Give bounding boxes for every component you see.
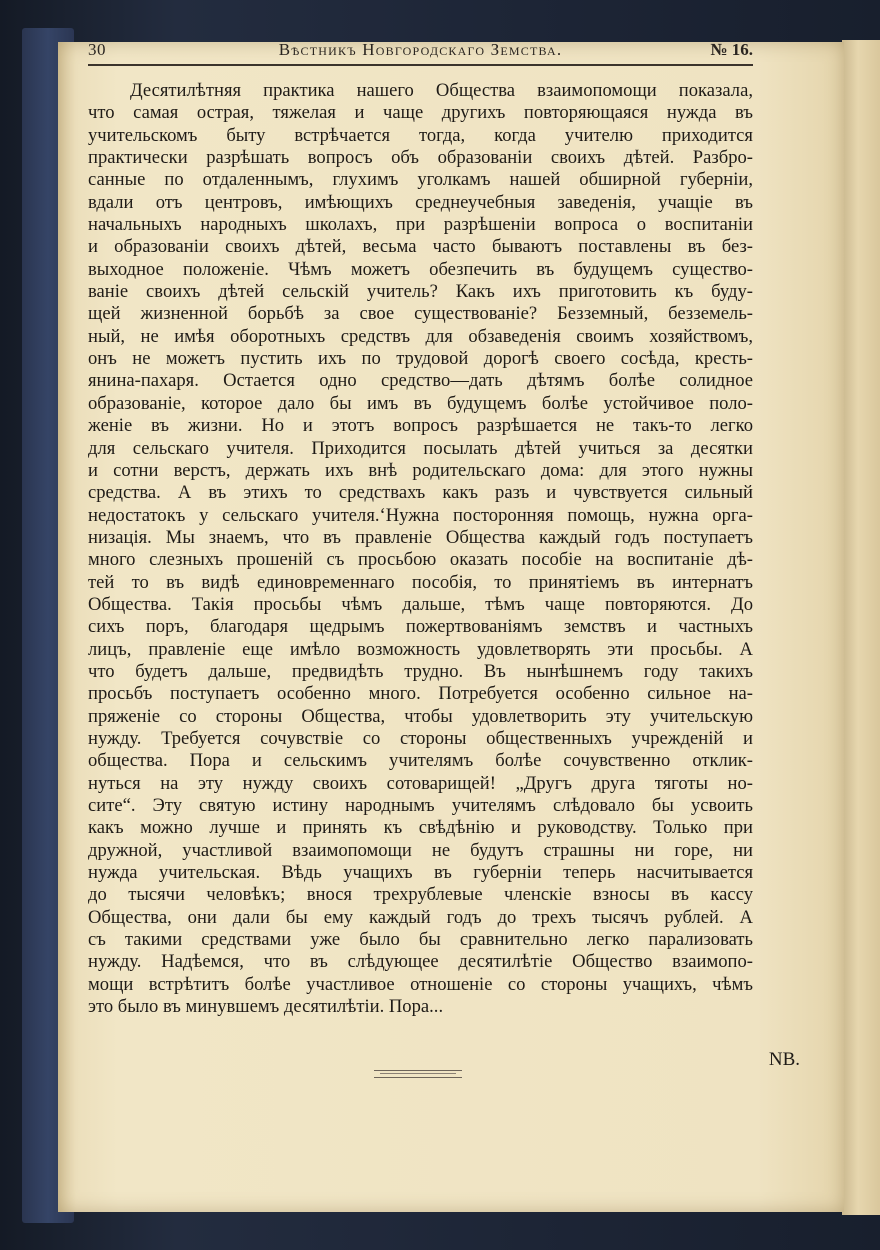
text-line: пряженіе со стороны Общества, чтобы удовлетворить эту учительскую bbox=[88, 705, 753, 727]
text-line: вдали отъ центровъ, имѣющихъ среднеучебныя заведенія, учащіе въ bbox=[88, 191, 753, 213]
issue-number: № 16. bbox=[710, 40, 753, 59]
text-line: просьбъ поступаетъ особенно много. Потребуется особенно сильное на- bbox=[88, 683, 753, 705]
text-line: выходное положеніе. Чѣмъ можетъ обезпечить въ будущемъ существо- bbox=[88, 258, 753, 280]
text-line: практически разрѣшать вопросъ объ образованіи своихъ дѣтей. Разбро- bbox=[88, 147, 753, 169]
text-line: нужду. Требуется сочувствіе со стороны общественныхъ учрежденій и bbox=[88, 727, 753, 749]
text-line: сите“. Эту святую истину народнымъ учителямъ слѣдовало бы усвоить bbox=[88, 795, 753, 816]
text-line: Десятилѣтняя практика нашего Общества взаимопомощи показала, bbox=[130, 80, 753, 101]
text-line: съ такими средствами уже было бы сравнительно легко парализовать bbox=[88, 929, 753, 951]
text-line: какъ можно лучше и принять къ свѣдѣнію и руководству. Только при bbox=[88, 817, 753, 839]
text-line: для сельскаго учителя. Приходится посылать дѣтей учиться за десятки bbox=[88, 437, 753, 459]
text-line: ваніе своихъ дѣтей сельскій учитель? Какъ ихъ приготовить къ буду- bbox=[88, 281, 753, 303]
text-line: сихъ поръ, благодаря щедрымъ пожертвованіямъ земствъ и частныхъ bbox=[88, 616, 753, 638]
closing-ornament-rule bbox=[374, 1070, 462, 1078]
text-line: общества. Пора и сельскимъ учителямъ болѣе сочувственно отклик- bbox=[88, 750, 753, 772]
text-line: ный, не имѣя оборотныхъ средствъ для обзаведенія своимъ хозяйствомъ, bbox=[88, 325, 753, 347]
header-rule bbox=[88, 64, 753, 66]
text-line: начальныхъ народныхъ школахъ, при разрѣшеніи вопроса о воспитаніи bbox=[88, 214, 753, 236]
text-line: недостатокъ у сельскаго учителя.‘Нужна посторонняя помощь, нужна орга- bbox=[88, 504, 753, 526]
adjacent-page-edge bbox=[842, 40, 880, 1215]
text-line: и сотни верстъ, держать ихъ внѣ родительскаго дома: для этого нужны bbox=[88, 459, 753, 481]
text-line: что самая острая, тяжелая и чаще другихъ повторяющаяся нужда въ bbox=[88, 102, 753, 124]
text-line: и образованіи своихъ дѣтей, весьма часто бываютъ поставлены въ без- bbox=[88, 236, 753, 258]
running-header bbox=[88, 40, 753, 66]
text-line: янина-пахаря. Остается одно средство—дать дѣтямъ болѣе солидное bbox=[88, 370, 753, 392]
text-line: образованіе, которое дало бы имъ въ будущемъ болѣе устойчивое поло- bbox=[88, 392, 753, 414]
text-line: санные по отдаленнымъ, глухимъ уголкамъ нашей обширной губерніи, bbox=[88, 169, 753, 191]
text-line: онъ не можетъ пустить ихъ по трудовой дорогѣ своего сосѣда, кресть- bbox=[88, 348, 753, 370]
text-line: тей то въ видѣ единовременнаго пособія, то принятіемъ въ интернатъ bbox=[88, 571, 753, 593]
text-line: средства. А въ этихъ то средствахъ какъ разъ и чувствуется сильный bbox=[88, 482, 753, 504]
text-line: лицъ, правленіе еще имѣло возможность удовлетворять эти просьбы. А bbox=[88, 638, 753, 660]
text-line: Общества. Такія просьбы чѣмъ дальше, тѣмъ чаще повторяются. До bbox=[88, 593, 753, 615]
text-line: учительскомъ быту встрѣчается тогда, когда учителю приходится bbox=[88, 124, 753, 146]
text-line: Общества, они дали бы ему каждый годъ до трехъ тысячъ рублей. А bbox=[88, 906, 753, 928]
page-number: 30 bbox=[88, 40, 106, 59]
text-line: щей жизненной борьбѣ за свое существованіе? Безземный, безземель- bbox=[88, 303, 753, 325]
author-signature: NB. bbox=[768, 1049, 800, 1070]
text-line: это было въ минувшемъ десятилѣтіи. Пора... bbox=[88, 996, 444, 1018]
text-line: дружной, участливой взаимопомощи не будутъ страшны ни горе, ни bbox=[88, 839, 753, 861]
text-line: много слезныхъ прошеній съ просьбою оказать пособіе на воспитаніе дѣ- bbox=[88, 549, 753, 571]
journal-title: Вѣстникъ Новгородскаго Земства. bbox=[278, 40, 563, 59]
text-line: низація. Мы знаемъ, что въ правленіе Общества каждый годъ поступаетъ bbox=[88, 526, 753, 548]
article-body bbox=[88, 80, 753, 1018]
text-line: что будетъ дальше, предвидѣть трудно. Въ нынѣшнемъ году такихъ bbox=[88, 660, 753, 682]
text-line: до тысячи человѣкъ; внося трехрублевые членскіе взносы въ кассу bbox=[88, 884, 753, 906]
text-line: женіе въ жизни. Но и этотъ вопросъ разрѣшается не такъ-то легко bbox=[88, 415, 753, 437]
text-line: нужда учительская. Вѣдь учащихъ въ губерніи теперь насчитывается bbox=[88, 862, 753, 884]
text-line: мощи встрѣтитъ болѣе участливое отношеніе со стороны учащихъ, чѣмъ bbox=[88, 973, 753, 995]
text-line: нуться на эту нужду своихъ сотоварищей! „Другъ друга тяготы но- bbox=[88, 772, 753, 794]
text-line: нужду. Надѣемся, что въ слѣдующее десятилѣтіе Общество взаимопо- bbox=[88, 951, 753, 973]
